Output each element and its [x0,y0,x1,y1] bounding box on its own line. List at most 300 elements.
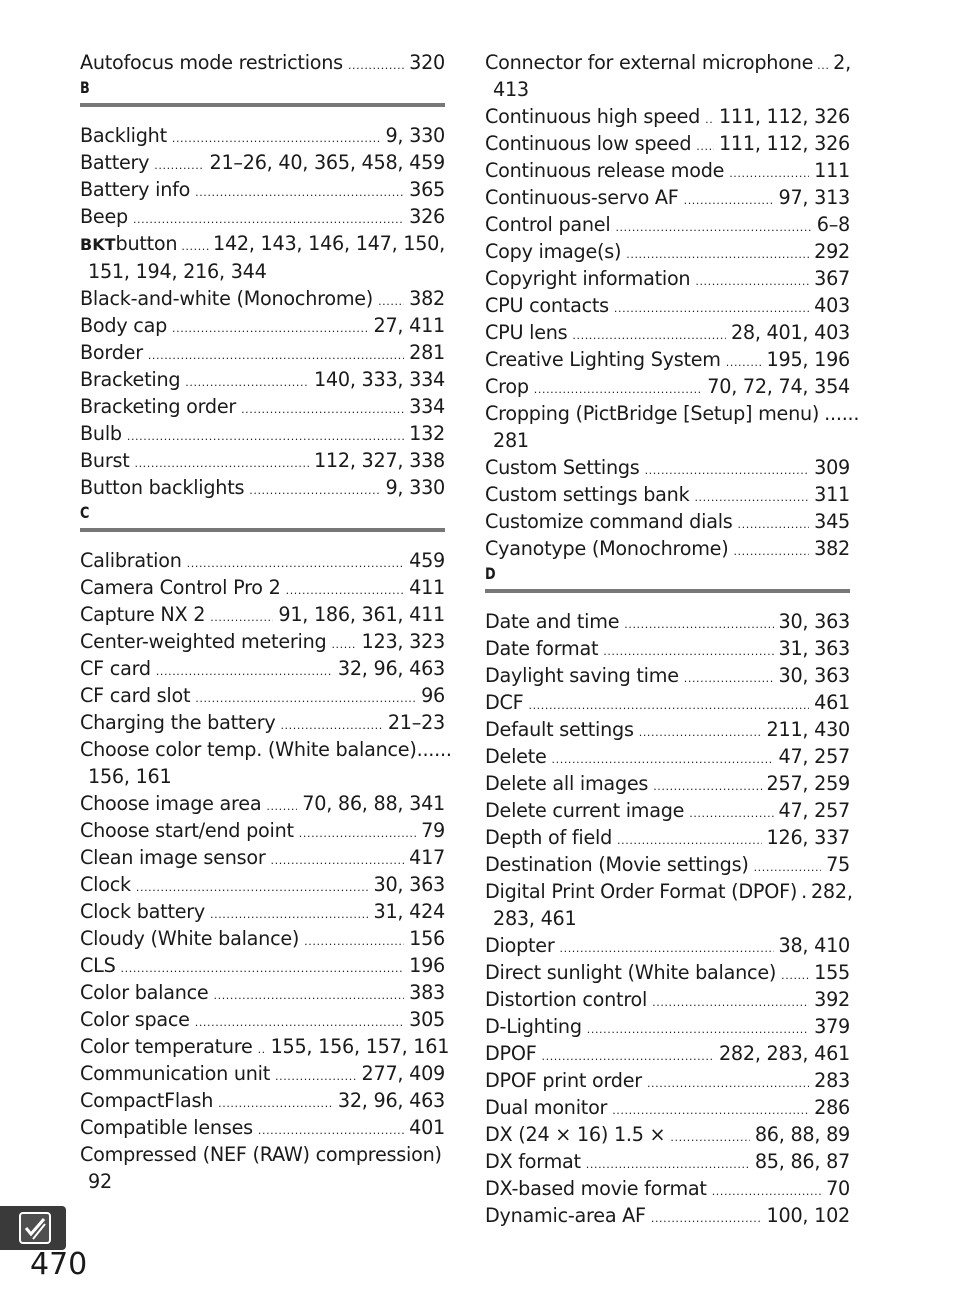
page-refs: 305 [409,1008,445,1031]
page-refs: 155 [814,961,850,984]
index-entry [485,770,850,797]
page-refs: 6–8 [816,213,850,236]
index-entry [80,601,445,628]
index-entry [485,1202,850,1229]
page-refs: 70 [826,1177,850,1200]
leader-dots [586,1160,750,1170]
index-term: Clock [80,873,131,896]
leader-dots [172,324,368,334]
leader-dots [534,385,702,395]
page-refs-continued: 92 [88,1170,112,1193]
leader-dots [210,613,273,623]
index-term: Daylight saving time [485,664,679,687]
leader-dots [647,1079,809,1089]
index-entry [485,1121,850,1148]
index-term: Destination (Movie settings) [485,853,749,876]
page-refs: 334 [409,395,445,418]
page-refs-continued: 413 [493,78,529,101]
index-term: Copy image(s) [485,240,622,263]
index-term: Control panel [485,213,611,236]
page-refs: 21–26, 40, 365, 458, 459 [209,151,445,174]
leader-dots [652,998,809,1008]
index-entry [485,400,860,454]
index-entry [485,743,850,770]
index-term: Continuous release mode [485,159,725,182]
page-refs: 111 [814,159,850,182]
page-refs: 70, 86, 88, 341 [302,792,445,815]
page-refs: 30, 363 [778,664,850,687]
leader-dots [156,667,333,677]
index-term: Date and time [485,610,620,633]
page-refs: 283 [814,1069,850,1092]
index-term: Choose start/end point [80,819,294,842]
page-refs: 411 [409,576,445,599]
index-entry [80,925,445,952]
page-refs: 21–23 [387,711,445,734]
index-entry [485,454,850,481]
index-term: Bulb [80,422,122,445]
index-entry [485,635,850,662]
index-term: Digital Print Order Format (DPOF) [485,880,798,903]
page-refs: 345 [814,510,850,533]
leader-dots [612,1106,809,1116]
index-term: CF card [80,657,151,680]
page-refs: 379 [814,1015,850,1038]
page-refs: 292 [814,240,850,263]
index-entry [485,535,850,562]
leader-dots [552,755,774,765]
index-term: DX (24 × 16) 1.5 × [485,1123,666,1146]
page-refs: 281 [409,341,445,364]
leader-dots [670,1133,749,1143]
index-entry [80,790,445,817]
index-entry [80,1060,445,1087]
index-term: Beep [80,205,128,228]
index-term: D-Lighting [485,1015,582,1038]
index-term: Clean image sensor [80,846,266,869]
page-refs: 85, 86, 87 [754,1150,850,1173]
index-entry [485,103,850,130]
leader-dots [626,250,809,260]
index-term: DX-based movie format [485,1177,707,1200]
page-refs: 196 [409,954,445,977]
leader-dots [181,242,209,252]
page-refs: 195, 196 [766,348,850,371]
index-term: Depth of field [485,826,613,849]
index-term: DPOF [485,1042,537,1065]
index-entry [485,373,850,400]
index-term: Cropping (PictBridge [Setup] menu) [485,402,820,425]
index-entry [485,662,850,689]
index-entry [485,1067,850,1094]
index-term: DX format [485,1150,581,1173]
index-term: Bracketing order [80,395,237,418]
index-entry [80,49,445,76]
page-refs-continued: 283, 461 [493,907,577,930]
index-entry [485,716,850,743]
page-refs: 96 [421,684,445,707]
leader-dots [331,640,356,650]
leader-dots [134,459,308,469]
page-refs: 111, 112, 326 [718,132,850,155]
leader-dots [781,971,809,981]
section-letter: D [485,564,496,583]
index-entry [80,203,445,230]
index-term: Delete all images [485,772,649,795]
index-entry [80,574,445,601]
page-refs: 31, 363 [778,637,850,660]
index-entry [485,481,850,508]
index-entry [485,265,850,292]
index-term: Default settings [485,718,634,741]
index-entry [485,184,850,211]
index-term: Burst [80,449,130,472]
page-refs: 367 [814,267,850,290]
index-entry [80,952,445,979]
leader-dots [684,196,774,206]
page-refs-continued: 156, 161 [88,765,172,788]
leader-dots [712,1187,821,1197]
leader-dots [726,358,762,368]
leader-dots [754,863,822,873]
leader-dots [617,836,762,846]
leader-dots [653,782,761,792]
index-term: Color space [80,1008,190,1031]
section-rule [485,589,850,593]
page-refs: 156 [409,927,445,950]
index-term: CLS [80,954,116,977]
index-entry [485,932,850,959]
leader-dots [241,405,404,415]
index-entry [80,339,445,366]
index-term: Distortion control [485,988,648,1011]
index-term: Dynamic-area AF [485,1204,646,1227]
page-refs: 31, 424 [373,900,445,923]
index-entry [80,176,445,203]
leader-dots [560,944,774,954]
index-term: Clock battery [80,900,206,923]
index-entry [485,608,850,635]
index-entry [80,474,445,501]
index-entry [80,312,445,339]
index-term: Delete [485,745,547,768]
section-letter: C [80,503,90,522]
index-entry [485,986,850,1013]
page-refs: 111, 112, 326 [718,105,850,128]
bkt-button-label: BKT [80,235,116,254]
index-term: button [115,232,178,255]
page-refs: 30, 363 [373,873,445,896]
leader-dots [528,701,809,711]
index-entry [80,898,445,925]
index-term: Cloudy (White balance) [80,927,300,950]
index-term: Compressed (NEF (RAW) compression) [80,1143,442,1166]
page-refs: 97, 313 [778,186,850,209]
page-refs: 286 [814,1096,850,1119]
leader-dots [185,378,309,388]
index-entry [80,682,445,709]
index-entry [80,817,445,844]
index-entry [80,547,445,574]
index-term: Camera Control Pro 2 [80,576,281,599]
index-entry [80,149,445,176]
index-term: Crop [485,375,529,398]
index-term: Body cap [80,314,168,337]
leader-dots [286,586,405,596]
index-entry [80,1114,445,1141]
leader-dots [695,277,809,287]
index-entry [485,238,850,265]
page-refs: 112, 327, 338 [313,449,445,472]
index-term: DPOF print order [485,1069,642,1092]
leader-dots [121,964,405,974]
index-term: CPU contacts [485,294,609,317]
page-refs: 28, 401, 403 [730,321,850,344]
page-refs: 403 [814,294,850,317]
page-refs: 47, 257 [778,799,850,822]
page-refs: 123, 323 [361,630,445,653]
leader-dots [214,991,405,1001]
page-refs: 320 [409,51,445,74]
index-term: Date format [485,637,599,660]
index-term: Custom Settings [485,456,640,479]
leader-dots [615,223,811,233]
page-refs-continued: 151, 194, 216, 344 [88,260,267,283]
leader-dots [542,1052,714,1062]
leader-dots [738,520,810,530]
leader-dots [348,61,404,71]
leader-dots [266,802,297,812]
index-term: Delete current image [485,799,685,822]
index-entry [80,709,445,736]
index-column-left [80,49,452,1195]
index-entry [80,420,445,447]
index-entry [80,1141,445,1195]
index-term: Cyanotype (Monochrome) [485,537,729,560]
index-entry [80,1033,450,1060]
page-number: 470 [30,1247,88,1282]
page-refs: 86, 88, 89 [754,1123,850,1146]
index-entry [80,366,445,393]
section-rule [80,103,445,107]
index-entry [485,689,850,716]
leader-dots [195,1018,404,1028]
index-entry [80,1087,445,1114]
section-header-d [485,562,850,608]
index-term: Connector for external microphone [485,51,814,74]
leader-dots [195,694,416,704]
page-refs: 382 [814,537,850,560]
leader-dots [127,432,404,442]
leader-dots [694,493,809,503]
leader-dots [210,910,368,920]
page-refs: 257, 259 [766,772,850,795]
index-term: CPU lens [485,321,568,344]
page-refs: 365 [409,178,445,201]
leader-dots [154,161,204,171]
leader-dots [639,728,762,738]
section-header-b [80,76,445,122]
page-refs: 38, 410 [778,934,850,957]
page-refs: 383 [409,981,445,1004]
index-entry [80,122,445,149]
index-term: Bracketing [80,368,181,391]
index-column-right [485,49,860,1229]
page-refs: 27, 411 [373,314,445,337]
page-refs: 392 [814,988,850,1011]
index-entry [485,1175,850,1202]
page-refs: 142, 143, 146, 147, 150, [212,232,445,255]
page-refs-continued: 281 [493,429,529,452]
index-entry [485,130,850,157]
page-refs: 30, 363 [778,610,850,633]
index-entry [485,292,850,319]
leader-dots [817,61,829,71]
index-term: Autofocus mode restrictions [80,51,343,74]
index-term: Dual monitor [485,1096,608,1119]
leader-dots [729,169,809,179]
index-term: Black-and-white (Monochrome) [80,287,374,310]
section-letter: B [80,78,90,97]
index-term: Color temperature [80,1035,253,1058]
index-entry [80,447,445,474]
leader-dots [696,142,714,152]
index-term: CF card slot [80,684,191,707]
index-entry [485,1094,850,1121]
leader-dots [148,351,404,361]
leader-dots [651,1214,762,1224]
page-refs: 79 [421,819,445,842]
index-entry [80,285,445,312]
index-entry [485,319,850,346]
index-term: Diopter [485,934,555,957]
index-term: Continuous-servo AF [485,186,679,209]
index-term: Border [80,341,143,364]
index-term: Center-weighted metering [80,630,327,653]
page-refs: 32, 96, 463 [337,657,445,680]
page-refs: 70, 72, 74, 354 [707,375,850,398]
page-refs: 326 [409,205,445,228]
leader-dots-text: ...... [824,402,860,425]
page-refs: 100, 102 [766,1204,850,1227]
index-entry [485,824,850,851]
leader-dots [304,937,404,947]
index-entry: Digital Print Order Format (DPOF) . 282, 283, 461 [485,880,853,930]
index-term: CompactFlash [80,1089,214,1112]
index-entry [485,346,850,373]
index-entry [485,211,850,238]
index-term: Choose color temp. (White balance) [80,738,417,761]
leader-dots [614,304,809,314]
page-refs: 155, 156, 157, 161 [270,1035,450,1058]
index-entry [80,844,445,871]
page-refs: 140, 333, 334 [313,368,445,391]
page-refs: 47, 257 [778,745,850,768]
index-entry [485,1040,850,1067]
leader-dots [271,856,405,866]
leader-dots [275,1072,357,1082]
index-term: Custom settings bank [485,483,690,506]
leader-dots [684,674,774,684]
page-refs: 459 [409,549,445,572]
leader-dots [705,115,714,125]
page-refs: 211, 430 [766,718,850,741]
page-refs: 132 [409,422,445,445]
index-entry [80,871,445,898]
leader-dots [299,829,416,839]
leader-dots [187,559,404,569]
index-term: Choose image area [80,792,262,815]
leader-dots [689,809,773,819]
index-term: Customize command dials [485,510,733,533]
index-entry [485,49,850,103]
page-refs: 277, 409 [361,1062,445,1085]
leader-dots [133,215,404,225]
leader-dots [378,297,404,307]
page-refs: 9, 330 [385,124,445,147]
section-header-c [80,501,445,547]
leader-dots [603,647,773,657]
leader-dots [280,721,382,731]
page-refs: 2, [833,51,851,74]
leader-dots [645,466,810,476]
page-refs: 311 [814,483,850,506]
leader-dots [258,1126,404,1136]
index-entry [80,393,445,420]
index-term: Capture NX 2 [80,603,206,626]
leader-dots [587,1025,809,1035]
leader-dots [249,486,380,496]
leader-dots [136,883,369,893]
page-refs: 75 [826,853,850,876]
index-entry [485,157,850,184]
index-entry [485,508,850,535]
index-entry [485,1148,850,1175]
page-refs: 9, 330 [385,476,445,499]
index-term: Calibration [80,549,182,572]
index-term: Charging the battery [80,711,276,734]
leader-dots [195,188,404,198]
leader-dots-text: ...... [416,738,452,761]
leader-dots [624,620,773,630]
page-refs: 32, 96, 463 [337,1089,445,1112]
page-refs: 417 [409,846,445,869]
page-refs: 91, 186, 361, 411 [278,603,445,626]
page-refs: 461 [814,691,850,714]
index-term: Copyright information [485,267,691,290]
index-term: Battery [80,151,150,174]
leader-dots [572,331,726,341]
section-rule [80,528,445,532]
index-entry [80,736,452,790]
index-term: Battery info [80,178,191,201]
index-entry [80,1006,445,1033]
leader-dots [218,1099,333,1109]
index-term: Button backlights [80,476,245,499]
index-entry [80,979,445,1006]
index-term: Communication unit [80,1062,271,1085]
index-term: Backlight [80,124,167,147]
index-term: DCF [485,691,524,714]
index-entry [485,797,850,824]
index-entry [485,1013,850,1040]
index-term: Continuous low speed [485,132,692,155]
index-entry [80,230,445,285]
chapter-tab [0,1206,66,1250]
page-refs: 309 [814,456,850,479]
index-entry [80,628,445,655]
leader-dots [258,1045,266,1055]
